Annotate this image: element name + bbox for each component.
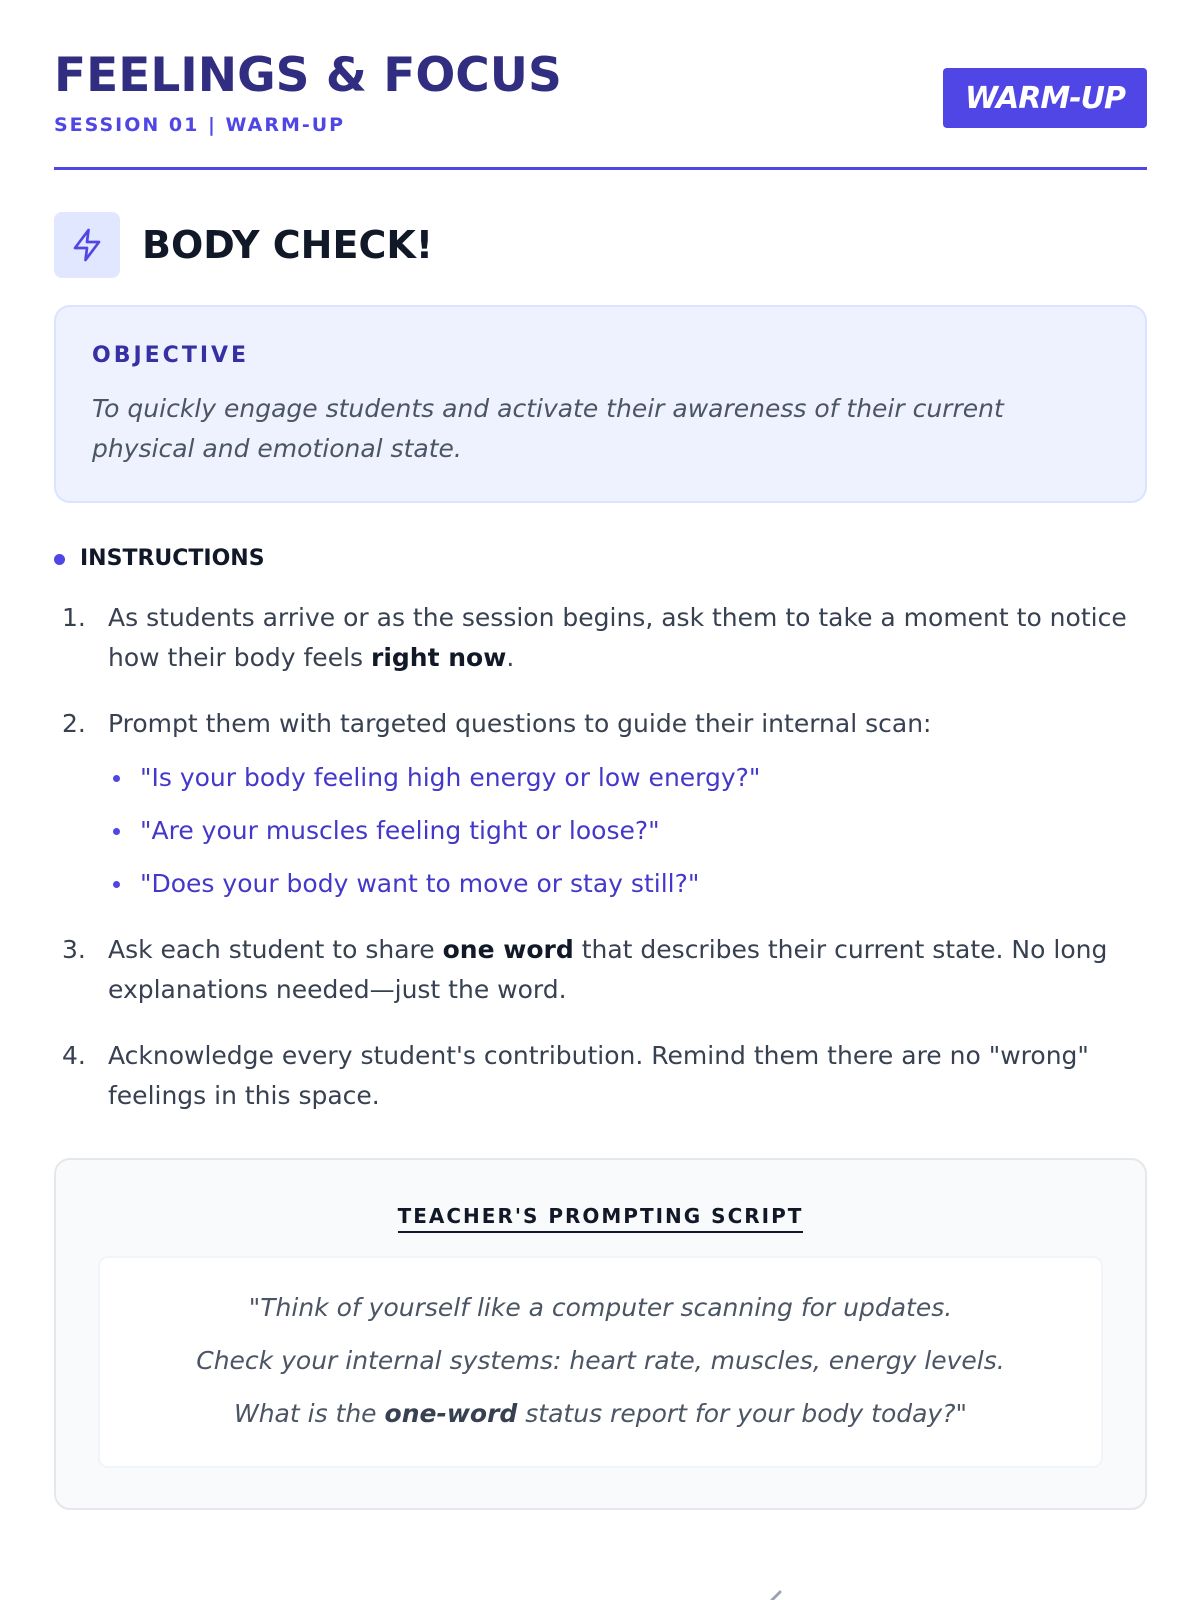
script-label: TEACHER'S PROMPTING SCRIPT xyxy=(398,1204,804,1233)
teacher-script-card xyxy=(54,1158,1147,1510)
script-line-1: "Think of yourself like a computer scanning for updates. xyxy=(248,1293,953,1322)
script-line-2: Check your internal systems: heart rate, muscles, energy levels. xyxy=(196,1346,1005,1375)
instruction-step-1 xyxy=(54,598,1147,678)
question-text: "Is your body feeling high energy or low energy?" xyxy=(140,763,761,792)
step-text: Prompt them with targeted questions to guide their internal scan: xyxy=(108,709,932,738)
decorative-mark-icon xyxy=(770,1590,800,1600)
section-heading xyxy=(54,212,433,278)
step-text: As students arrive or as the session begins, ask them to take a moment to notice how their body feels right now. xyxy=(108,603,1127,672)
step-number: 2. xyxy=(62,709,86,738)
bullet-dot-icon xyxy=(54,554,65,565)
section-title: BODY CHECK! xyxy=(142,223,434,267)
instruction-step-4 xyxy=(54,1036,1147,1116)
objective-label: OBJECTIVE xyxy=(92,343,250,368)
step-emphasis: right now xyxy=(371,643,507,672)
script-line-3: What is the one-word status report for your body today?" xyxy=(233,1399,967,1428)
script-emphasis: one-word xyxy=(384,1399,518,1428)
lesson-page xyxy=(54,0,1147,1428)
lightning-icon xyxy=(54,212,120,278)
page-header xyxy=(54,0,1147,170)
step-text: Ask each student to share one word that describes their current state. No long explanations needed—just the word. xyxy=(108,935,1108,1004)
question-text: "Are your muscles feeling tight or loose?" xyxy=(140,816,660,845)
step-number: 1. xyxy=(62,603,86,632)
instructions-heading xyxy=(54,548,265,570)
instruction-step-3 xyxy=(54,930,1147,1010)
step-number: 4. xyxy=(62,1041,86,1070)
warm-up-badge: WARM-UP xyxy=(943,68,1147,128)
step-number: 3. xyxy=(62,935,86,964)
objective-text: To quickly engage students and activate their awareness of their current physical and emotional state. xyxy=(92,394,1004,463)
objective-card xyxy=(54,305,1147,503)
session-subtitle: SESSION 01 | WARM-UP xyxy=(54,114,346,136)
question-text: "Does your body want to move or stay still?" xyxy=(140,869,700,898)
step-text: Acknowledge every student's contribution. Remind them there are no "wrong" feelings in this space. xyxy=(108,1041,1089,1110)
instructions-label: INSTRUCTIONS xyxy=(80,546,265,571)
instruction-step-2 xyxy=(54,704,1147,744)
page-title: FEELINGS & FOCUS xyxy=(54,48,562,103)
script-quote xyxy=(98,1256,1103,1468)
step-emphasis: one word xyxy=(442,935,574,964)
